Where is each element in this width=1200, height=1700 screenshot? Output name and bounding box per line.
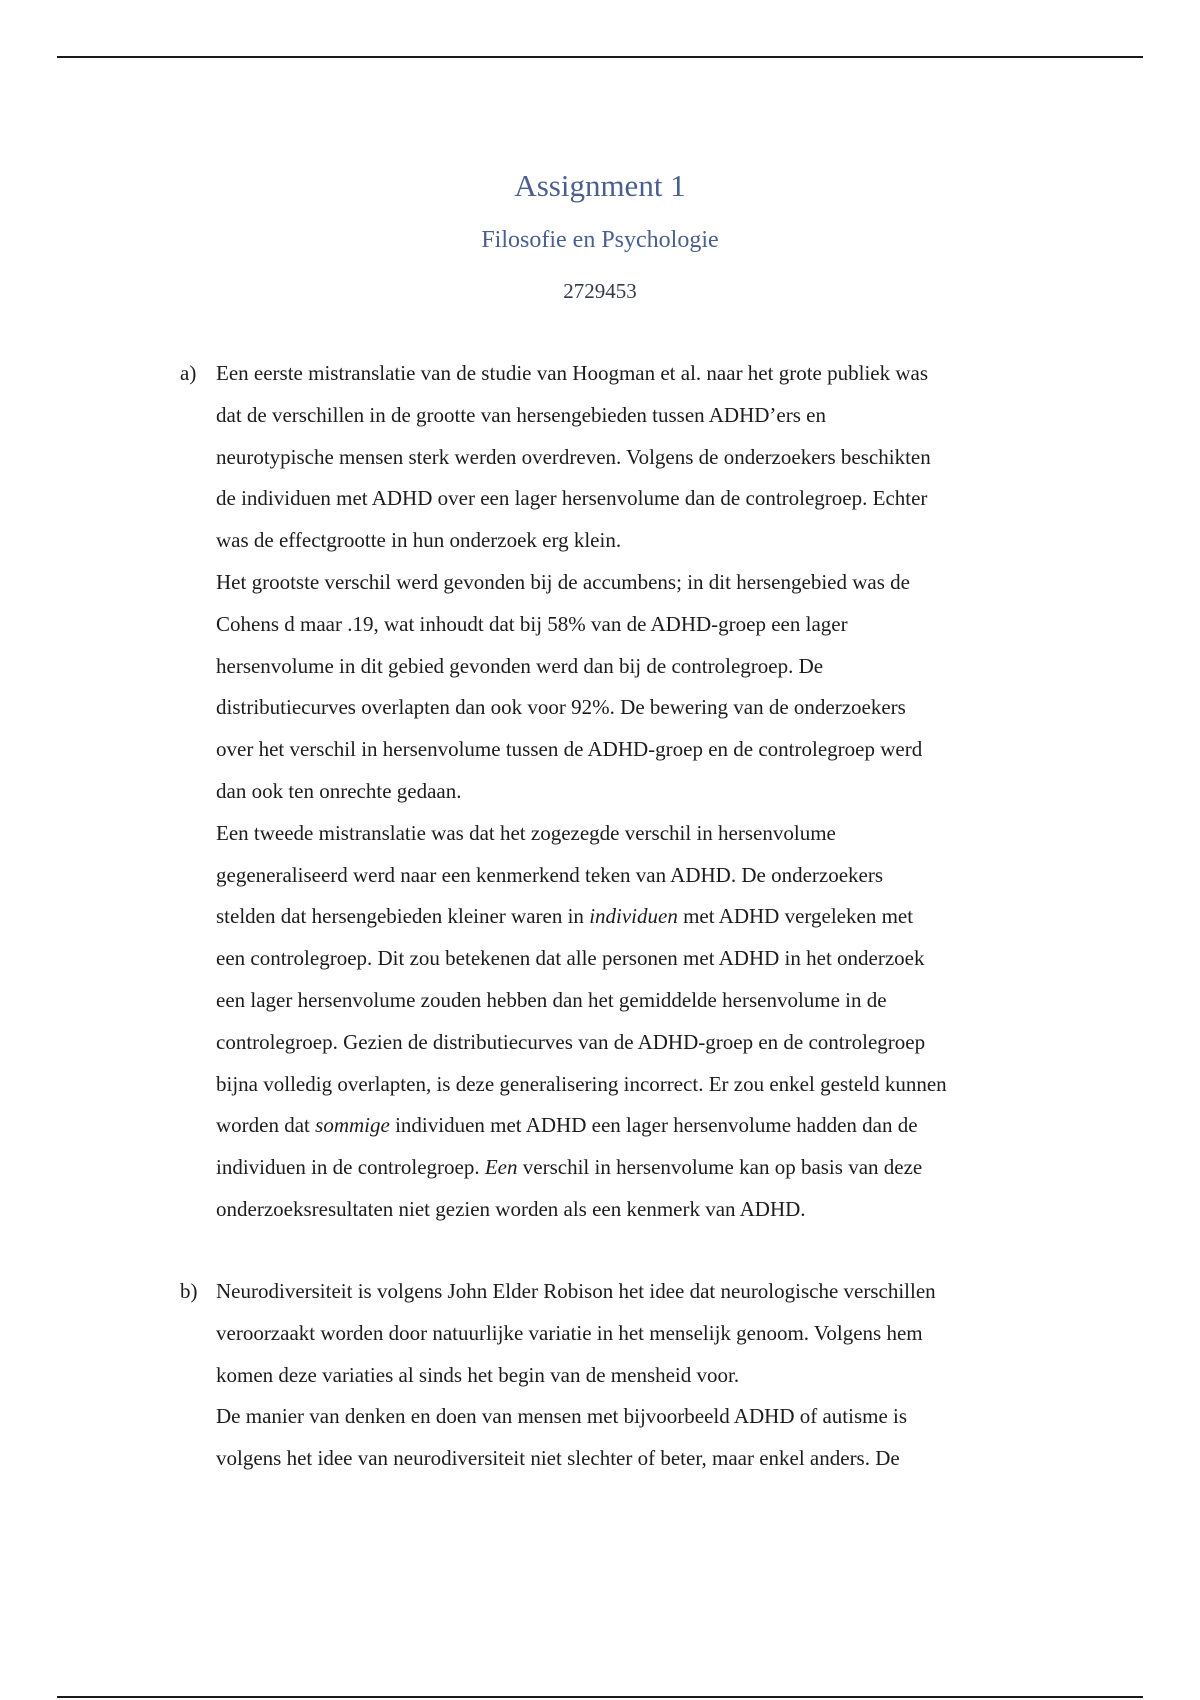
text-segment: individuen met ADHD een lager hersenvolume hadden dan de bbox=[389, 1113, 918, 1138]
text-line: neurotypische mensen sterk werden overdreven. Volgens de onderzoekers beschikten bbox=[216, 444, 931, 469]
answer-b-text bbox=[216, 1271, 1080, 1480]
document-subtitle: Filosofie en Psychologie bbox=[481, 227, 719, 253]
text-segment: stelden dat hersengebieden kleiner waren in bbox=[216, 904, 590, 929]
emphasis: sommige bbox=[315, 1113, 390, 1138]
text-line: over het verschil in hersenvolume tussen de ADHD-groep en de controlegroep werd bbox=[216, 737, 923, 762]
text-line: distributiecurves overlapten dan ook voor 92%. De bewering van de onderzoekers bbox=[216, 695, 906, 720]
student-id: 2729453 bbox=[563, 279, 637, 303]
text-segment: worden dat bbox=[216, 1113, 316, 1138]
text-line bbox=[216, 1147, 1080, 1189]
emphasis: individuen bbox=[589, 904, 678, 929]
text-line: Een eerste mistranslatie van de studie van Hoogman et al. naar het grote publiek was bbox=[216, 361, 929, 385]
answer-b-marker: b) bbox=[180, 1279, 198, 1303]
text-segment: individuen in de controlegroep. bbox=[216, 1155, 485, 1180]
text-line: Het grootste verschil werd gevonden bij de accumbens; in dit hersengebied was de bbox=[216, 569, 910, 594]
text-line: onderzoeksresultaten niet gezien worden als een kenmerk van ADHD. bbox=[216, 1196, 806, 1221]
text-line: controlegroep. Gezien de distributiecurves van de ADHD-groep en de controlegroep bbox=[216, 1029, 926, 1054]
text-line: was de effectgrootte in hun onderzoek erg klein. bbox=[216, 528, 622, 553]
answer-a-text bbox=[216, 353, 1080, 1231]
text-line: een controlegroep. Dit zou betekenen dat alle personen met ADHD in het onderzoek bbox=[216, 946, 925, 971]
text-line: hersenvolume in dit gebied gevonden werd dan bij de controlegroep. De bbox=[216, 653, 824, 678]
text-line: Een tweede mistranslatie was dat het zogezegde verschil in hersenvolume bbox=[216, 820, 836, 845]
text-segment: verschil in hersenvolume kan op basis van deze bbox=[517, 1155, 923, 1180]
footer-rule bbox=[57, 1696, 1143, 1698]
text-line: Neurodiversiteit is volgens John Elder Robison het idee dat neurologische verschillen bbox=[216, 1279, 936, 1303]
emphasis: Een bbox=[484, 1155, 518, 1180]
text-line: dat de verschillen in de grootte van hersengebieden tussen ADHD’ers en bbox=[216, 402, 826, 427]
document-title: Assignment 1 bbox=[514, 168, 686, 203]
text-line: komen deze variaties al sinds het begin van de mensheid voor. bbox=[216, 1362, 740, 1387]
text-line: bijna volledig overlapten, is deze generalisering incorrect. Er zou enkel gesteld kunnen bbox=[216, 1071, 947, 1096]
text-line bbox=[216, 1105, 1080, 1147]
text-segment: met ADHD vergeleken met bbox=[677, 904, 914, 929]
answer-a-marker: a) bbox=[180, 361, 197, 385]
text-line: dan ook ten onrechte gedaan. bbox=[216, 778, 462, 803]
header-rule bbox=[57, 56, 1143, 58]
text-line: gegeneraliseerd werd naar een kenmerkend teken van ADHD. De onderzoekers bbox=[216, 862, 884, 887]
text-line: Cohens d maar .19, wat inhoudt dat bij 58% van de ADHD-groep een lager bbox=[216, 611, 848, 636]
text-line: De manier van denken en doen van mensen met bijvoorbeeld ADHD of autisme is bbox=[216, 1404, 908, 1429]
answer-b bbox=[180, 1271, 1080, 1480]
answer-a bbox=[180, 353, 1080, 1231]
text-line: veroorzaakt worden door natuurlijke variatie in het menselijk genoom. Volgens hem bbox=[216, 1320, 923, 1345]
text-line bbox=[216, 896, 1080, 938]
text-line: een lager hersenvolume zouden hebben dan het gemiddelde hersenvolume in de bbox=[216, 987, 887, 1012]
text-line: volgens het idee van neurodiversiteit niet slechter of beter, maar enkel anders. De bbox=[216, 1446, 900, 1471]
text-line: de individuen met ADHD over een lager hersenvolume dan de controlegroep. Echter bbox=[216, 486, 928, 511]
